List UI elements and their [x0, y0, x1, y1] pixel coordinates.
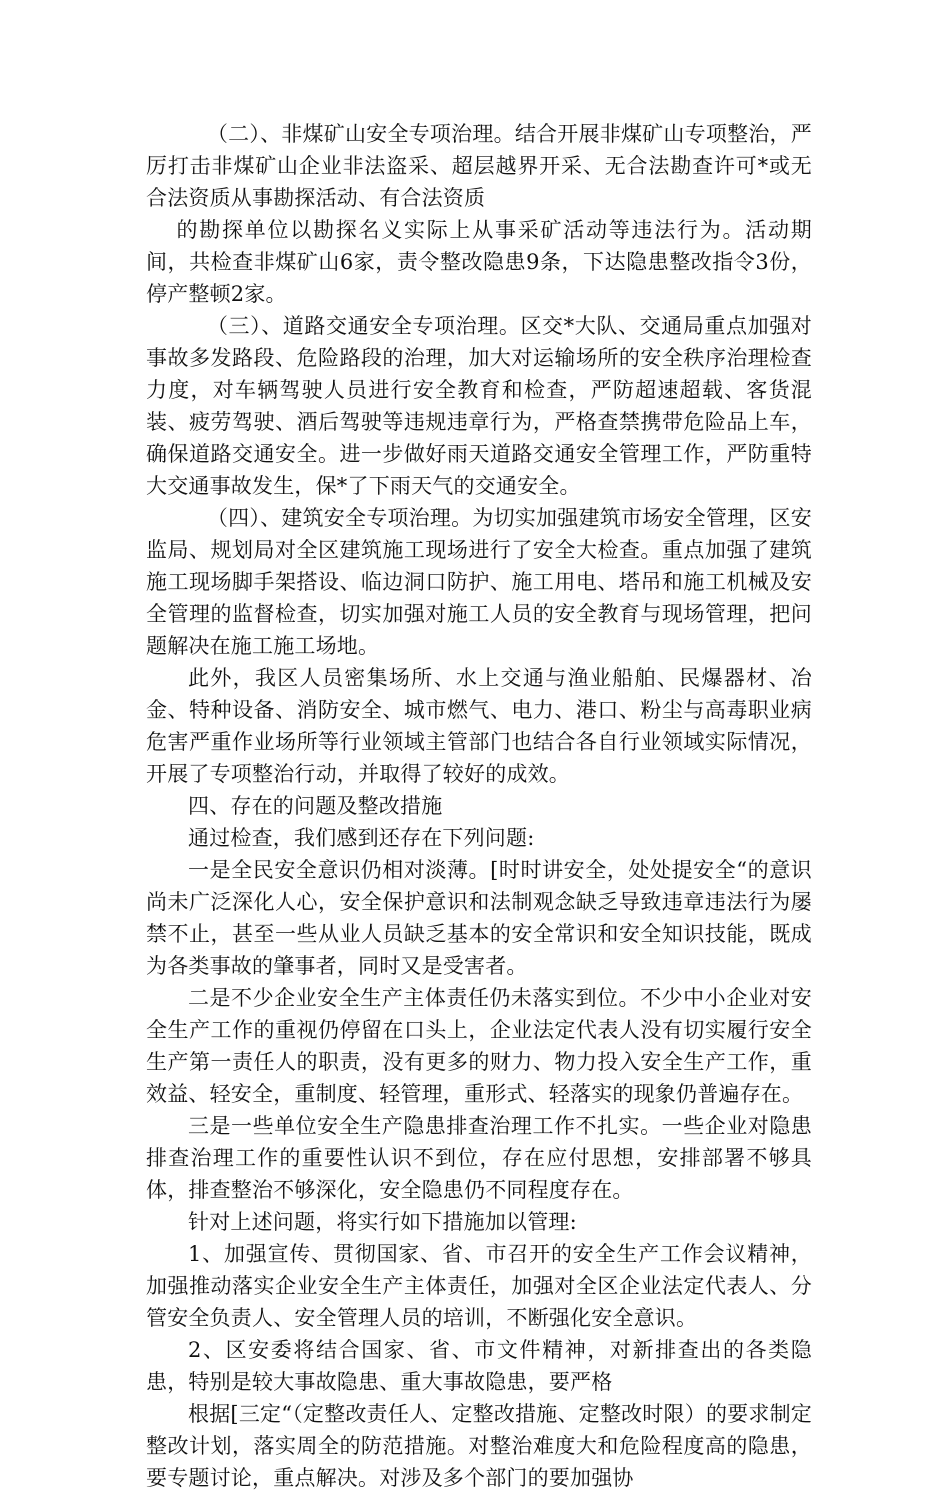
section-heading-problems: 四、存在的问题及整改措施 [188, 794, 443, 818]
paragraph-problem-three: 三是一些单位安全生产隐患排查治理工作不扎实。一些企业对隐患排查治理工作的重要性认识不到位，存在应付思想，安排部署不够具体，排查整治不够深化，安全隐患仍不同程度存在。 [146, 1114, 812, 1202]
document-body [146, 118, 812, 1494]
paragraph-measures-intro: 针对上述问题，将实行如下措施加以管理: [188, 1210, 577, 1234]
paragraph-measure-two-continued: 根据[三定“（定整改责任人、定整改措施、定整改时限）的要求制定整改计划，落实周全的防范措施。对整治难度大和危险程度高的隐患，要专题讨论，重点解决。对涉及多个部门的要加强协 [146, 1402, 812, 1490]
paragraph-measure-two: 2、区安委将结合国家、省、市文件精神，对新排查出的各类隐患，特别是较大事故隐患、重大事故隐患，要严格 [146, 1338, 812, 1394]
paragraph-non-coal-mine: （二）、非煤矿山安全专项治理。结合开展非煤矿山专项整治，严厉打击非煤矿山企业非法盗采、超层越界开采、无合法勘查许可*或无合法资质从事勘探活动、有合法资质 [146, 122, 812, 210]
paragraph-road-traffic: （三）、道路交通安全专项治理。区交*大队、交通局重点加强对事故多发路段、危险路段的治理，加大对运输场所的安全秩序治理检查力度，对车辆驾驶人员进行安全教育和检查，严防超速超载、客货混装、疲劳驾驶、酒后驾驶等违规违章行为，严格查禁携带危险品上车，确保道路交通安全。进一步做好雨天道路交通安全管理工作，严防重特大交通事故发生，保*了下雨天气的交通安全。 [146, 314, 812, 498]
paragraph-measure-one: 1、加强宣传、贯彻国家、省、市召开的安全生产工作会议精神，加强推动落实企业安全生产主体责任，加强对全区企业法定代表人、分管安全负责人、安全管理人员的培训，不断强化安全意识。 [146, 1242, 812, 1330]
paragraph-problems-intro: 通过检查，我们感到还存在下列问题: [188, 826, 535, 850]
paragraph-problem-one: 一是全民安全意识仍相对淡薄。[时时讲安全，处处提安全“的意识尚未广泛深化人心，安全保护意识和法制观念缺乏导致违章违法行为屡禁不止，甚至一些从业人员缺乏基本的安全常识和安全知识技能，既成为各类事故的肇事者，同时又是受害者。 [146, 858, 812, 978]
paragraph-non-coal-mine-continued: 的勘探单位以勘探名义实际上从事采矿活动等违法行为。活动期间，共检查非煤矿山6家，责令整改隐患9条，下达隐患整改指令3份，停产整顿2家。 [146, 218, 812, 306]
paragraph-other-sectors: 此外，我区人员密集场所、水上交通与渔业船舶、民爆器材、冶金、特种设备、消防安全、城市燃气、电力、港口、粉尘与高毒职业病危害严重作业场所等行业领域主管部门也结合各自行业领域实际情况，开展了专项整治行动，并取得了较好的成效。 [146, 666, 812, 786]
paragraph-problem-two: 二是不少企业安全生产主体责任仍未落实到位。不少中小企业对安全生产工作的重视仍停留在口头上，企业法定代表人没有切实履行安全生产第一责任人的职责，没有更多的财力、物力投入安全生产工作，重效益、轻安全，重制度、轻管理，重形式、轻落实的现象仍普遍存在。 [146, 986, 812, 1106]
paragraph-construction: （四）、建筑安全专项治理。为切实加强建筑市场安全管理，区安监局、规划局对全区建筑施工现场进行了安全大检查。重点加强了建筑施工现场脚手架搭设、临边洞口防护、施工用电、塔吊和施工机械及安全管理的监督检查，切实加强对施工人员的安全教育与现场管理，把问题解决在施工施工场地。 [146, 506, 812, 658]
